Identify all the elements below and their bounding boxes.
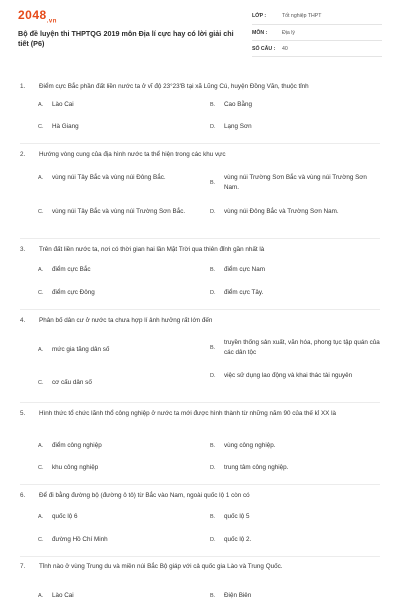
option-text: điểm cực Nam [224, 266, 265, 273]
logo-main: 2048 [18, 8, 47, 22]
option-1d[interactable] [210, 122, 380, 132]
question-text: Phân bố dân cư ở nước ta chưa hợp lí ảnh hưởng rất lớn đến [39, 317, 213, 324]
option-2c[interactable] [38, 207, 203, 217]
option-6b[interactable] [210, 512, 380, 522]
meta-value: Tốt nghiệp THPT [282, 13, 322, 19]
option-letter: B. [210, 344, 216, 351]
option-6c[interactable] [38, 535, 203, 545]
question-number: 1. [20, 83, 26, 90]
option-letter: C. [38, 536, 44, 543]
option-text: vùng công nghiệp. [224, 442, 276, 449]
option-text: Hà Giang [52, 123, 79, 130]
option-7a[interactable] [38, 591, 203, 600]
option-letter: C. [38, 208, 44, 215]
meta-key: LỚP : [252, 13, 267, 19]
document-title: Bộ đề luyện thi THPTQG 2019 môn Địa lí cực hay có lời giải chi tiết (P6) [18, 29, 234, 49]
meta-row-count [252, 41, 382, 57]
option-text: điểm cực Đông [52, 289, 95, 296]
option-2b[interactable] [210, 173, 380, 193]
option-text: đường Hồ Chí Minh [52, 536, 108, 543]
option-letter: B. [210, 101, 216, 108]
option-letter: A. [38, 442, 44, 449]
option-text: truyền thống sản xuất, văn hóa, phong tục tập quán của các dân tộc [224, 339, 380, 357]
option-letter: A. [38, 266, 44, 273]
option-letter: C. [38, 123, 44, 130]
option-6a[interactable] [38, 512, 203, 522]
question-4 [20, 316, 380, 326]
question-6 [20, 491, 380, 501]
option-4b[interactable] [210, 338, 380, 358]
option-1c[interactable] [38, 122, 203, 132]
option-letter: A. [38, 174, 44, 181]
option-4c[interactable] [38, 378, 203, 388]
option-text: quốc lộ 5 [224, 513, 250, 520]
option-text: Cao Bằng [224, 101, 253, 108]
option-letter: B. [210, 592, 216, 599]
option-letter: A. [38, 101, 44, 108]
question-number: 2. [20, 151, 26, 158]
option-text: mức gia tăng dân số [52, 346, 110, 353]
question-text: Trên đất liền nước ta, nơi có thời gian hai lần Mặt Trời qua thiên đỉnh gần nhất là [39, 246, 265, 253]
option-3c[interactable] [38, 288, 203, 298]
option-text: vùng núi Tây Bắc và vùng núi Trường Sơn Bắc. [52, 208, 186, 215]
option-3d[interactable] [210, 288, 380, 298]
option-5c[interactable] [38, 463, 203, 473]
option-text: quốc lộ 6 [52, 513, 78, 520]
document-header [0, 0, 400, 72]
site-logo[interactable] [18, 8, 57, 24]
meta-value: Địa lý [282, 29, 295, 36]
question-divider [20, 238, 380, 239]
meta-row-subject [252, 25, 382, 41]
option-text: vùng núi Trường Sơn Bắc và vùng núi Trường Sơn Nam. [224, 174, 367, 192]
question-text: Điểm cực Bắc phần đất liền nước ta ở vĩ độ 23°23'B tại xã Lũng Cú, huyện Đồng Văn, thuộc tỉnh [39, 83, 309, 90]
question-text: Tỉnh nào ở vùng Trung du và miền núi Bắc Bộ giáp với cả quốc gia Lào và Trung Quốc. [39, 563, 283, 570]
option-letter: D. [210, 208, 216, 215]
option-text: Điện Biên [224, 592, 252, 599]
option-letter: C. [38, 464, 44, 471]
question-number: 4. [20, 317, 26, 324]
option-text: việc sử dụng lao động và khai thác tài nguyên [224, 372, 353, 379]
option-text: Lào Cai [52, 101, 74, 108]
option-5d[interactable] [210, 463, 380, 473]
option-letter: B. [210, 179, 216, 186]
option-text: vùng núi Tây Bắc và vùng núi Đông Bắc. [52, 174, 166, 181]
option-letter: D. [210, 464, 216, 471]
option-letter: A. [38, 346, 44, 353]
option-text: điểm cực Tây. [224, 289, 264, 296]
question-number: 3. [20, 246, 26, 253]
question-number: 7. [20, 563, 26, 570]
option-letter: D. [210, 289, 216, 296]
option-text: cơ cấu dân số [52, 379, 92, 386]
option-5b[interactable] [210, 441, 380, 451]
question-text: Để đi bằng đường bộ (đường ô tô) từ Bắc vào Nam, ngoài quốc lộ 1 còn có [39, 492, 250, 499]
option-4a[interactable] [38, 345, 203, 355]
option-1b[interactable] [210, 100, 380, 110]
question-divider [20, 484, 380, 485]
option-6d[interactable] [210, 535, 380, 545]
meta-row-class [252, 13, 382, 25]
question-5 [20, 409, 380, 419]
option-text: khu công nghiệp [52, 464, 99, 471]
option-letter: D. [210, 536, 216, 543]
option-3b[interactable] [210, 265, 380, 275]
option-text: vùng núi Đông Bắc và Trường Sơn Nam. [224, 208, 339, 215]
option-letter: C. [38, 289, 44, 296]
option-text: trung tâm công nghiệp. [224, 464, 289, 471]
option-letter: D. [210, 372, 216, 379]
question-3 [20, 245, 380, 255]
document-meta [252, 13, 382, 57]
meta-key: MÔN : [252, 29, 268, 36]
option-1a[interactable] [38, 100, 203, 110]
question-text: Hình thức tổ chức lãnh thổ công nghiệp ở nước ta mới được hình thành từ những năm 90 của thế kỉ XX là [39, 410, 336, 417]
meta-value: 40 [282, 45, 288, 52]
option-4d[interactable] [210, 371, 380, 381]
option-text: Lạng Sơn [224, 123, 252, 130]
option-text: điểm công nghiệp [52, 442, 102, 449]
option-5a[interactable] [38, 441, 203, 451]
option-text: quốc lộ 2. [224, 536, 252, 543]
option-2a[interactable] [38, 173, 203, 183]
option-text: Lào Cai [52, 592, 74, 599]
question-divider [20, 402, 380, 403]
question-number: 5. [20, 410, 26, 417]
option-letter: A. [38, 592, 44, 599]
logo-suffix: .vn [46, 18, 57, 25]
option-letter: B. [210, 266, 216, 273]
question-divider [20, 556, 380, 557]
option-letter: C. [38, 379, 44, 386]
option-3a[interactable] [38, 265, 203, 275]
question-2 [20, 150, 380, 160]
option-7b[interactable] [210, 591, 380, 600]
question-divider [20, 143, 380, 144]
question-text: Hướng vòng cung của địa hình nước ta thể hiện trong các khu vực [39, 151, 226, 158]
question-7 [20, 562, 380, 572]
question-divider [20, 309, 380, 310]
option-letter: A. [38, 513, 44, 520]
option-letter: D. [210, 123, 216, 130]
option-letter: B. [210, 513, 216, 520]
option-letter: B. [210, 442, 216, 449]
question-number: 6. [20, 492, 26, 499]
option-text: điểm cực Bắc [52, 266, 91, 273]
meta-key: SỐ CÂU : [252, 45, 276, 52]
option-2d[interactable] [210, 207, 380, 217]
question-1 [20, 82, 380, 92]
